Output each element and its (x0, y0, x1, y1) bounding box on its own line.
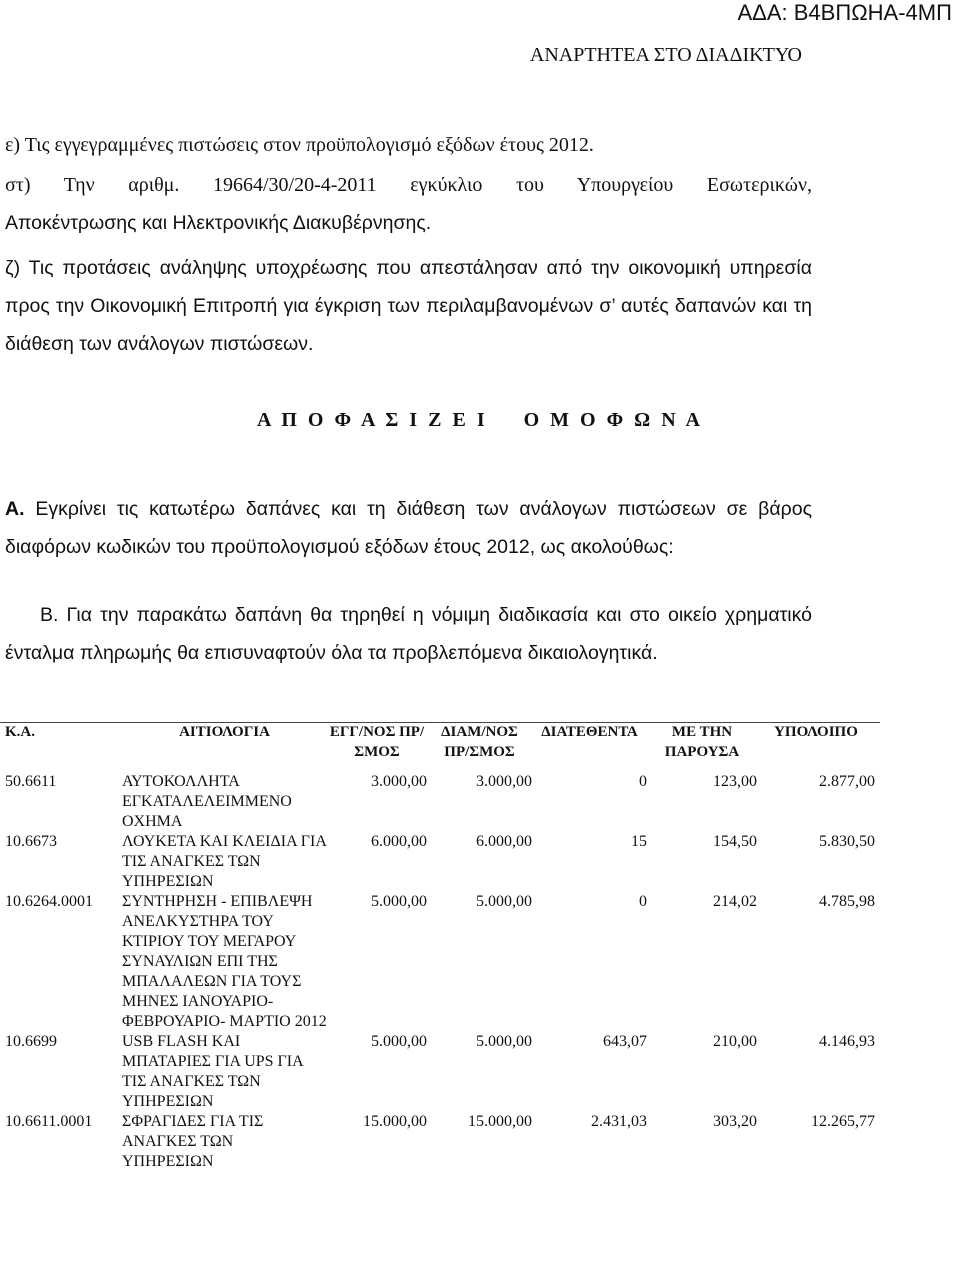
decision-heading (0, 409, 960, 432)
decision-a-label: Α. (5, 498, 25, 520)
row-diateth: 0 (639, 893, 647, 910)
decision-b-body: Β. Για την παρακάτω δαπάνη θα τηρηθεί η νόμιμη διαδικασία και στο οικείο χρηματικό ένταλμα πληρωμής θα επισυναφτούν όλα τα προβλεπόμενα δικαιολογητικά. (5, 604, 812, 664)
col-header-egg: ΕΓΓ/ΝΟΣ ΠΡ/ΣΜΟΣ (329, 724, 425, 760)
decision-a (5, 490, 812, 566)
decision-a-text (5, 490, 812, 566)
row-diam: 6.000,00 (476, 833, 532, 850)
row-desc: ΑΥΤΟΚΟΛΛΗΤΑ ΕΓΚΑΤΑΛΕΛΕΙΜΜΕΝΟ ΟΧΗΜΑ (122, 773, 292, 830)
heading-unanimously: Ο Μ Ο Φ Ω Ν Α (523, 409, 703, 431)
row-ypoloipo: 12.265,77 (811, 1113, 875, 1130)
row-parousa: 210,00 (713, 1033, 757, 1050)
row-egg: 6.000,00 (371, 833, 427, 850)
col-header-diateth: ΔΙΑΤΕΘΕΝΤΑ (541, 724, 638, 740)
row-parousa: 214,02 (713, 893, 757, 910)
decision-b (5, 596, 812, 672)
row-parousa: 303,20 (713, 1113, 757, 1130)
row-desc: ΣΦΡΑΓΙΔΕΣ ΓΙΑ ΤΙΣ ΑΝΑΓΚΕΣ ΤΩΝ ΥΠΗΡΕΣΙΩΝ (122, 1113, 264, 1170)
col-header-ka: Κ.Α. (5, 724, 35, 740)
row-ypoloipo: 4.146,93 (819, 1033, 875, 1050)
row-diateth: 0 (639, 773, 647, 790)
row-ypoloipo: 4.785,98 (819, 893, 875, 910)
row-code: 10.6264.0001 (5, 893, 93, 910)
row-diateth: 643,07 (603, 1033, 647, 1050)
row-desc: USB FLASH ΚΑΙ ΜΠΑΤΑΡΙΕΣ ΓΙΑ UPS ΓΙΑ ΤΙΣ ΑΝΑΓΚΕΣ ΤΩΝ ΥΠΗΡΕΣΙΩΝ (122, 1033, 303, 1110)
row-ypoloipo: 5.830,50 (819, 833, 875, 850)
row-code: 10.6699 (5, 1033, 57, 1050)
row-egg: 3.000,00 (371, 773, 427, 790)
expenses-table (5, 722, 875, 1172)
row-diam: 5.000,00 (476, 1033, 532, 1050)
clause-st-line1: στ) Την αριθμ. 19664/30/20-4-2011 εγκύκλιο του Υπουργείου Εσωτερικών, (5, 174, 812, 196)
row-code: 10.6673 (5, 833, 57, 850)
col-header-ypoloipo: ΥΠΟΛΟΙΠΟ (774, 724, 858, 740)
col-header-aitiologia: ΑΙΤΙΟΛΟΓΙΑ (179, 724, 270, 740)
clause-st-line2: Αποκέντρωσης και Ηλεκτρονικής Διακυβέρνησης. (5, 212, 432, 234)
table-row (5, 832, 875, 892)
heading-decides: Α Π Ο Φ Α Σ Ι Ζ Ε Ι (257, 409, 488, 431)
row-diam: 15.000,00 (468, 1113, 532, 1130)
ada-code: ΑΔΑ: Β4ΒΠΩΗΑ-4ΜΠ (737, 0, 952, 25)
row-parousa: 123,00 (713, 773, 757, 790)
clause-e (5, 126, 812, 164)
row-diateth: 2.431,03 (591, 1113, 647, 1130)
table-row (5, 1112, 875, 1172)
clause-z-text: ζ) Τις προτάσεις ανάληψης υποχρέωσης που απεστάλησαν από την οικονομική υπηρεσία προς την Οικονομική Επιτροπή για έγκριση των περιλαμβανομένων σ’ αυτές δαπανών και τη διάθεση των ανάλογων πιστώσεων. (5, 257, 812, 355)
row-desc: ΛΟΥΚΕΤΑ ΚΑΙ ΚΛΕΙΔΙΑ ΓΙΑ ΤΙΣ ΑΝΑΓΚΕΣ ΤΩΝ ΥΠΗΡΕΣΙΩΝ (122, 833, 326, 890)
table-header-row (5, 722, 875, 768)
row-code: 50.6611 (5, 773, 57, 790)
row-egg: 5.000,00 (371, 893, 427, 910)
clause-z (5, 249, 812, 363)
col-header-diam: ΔΙΑΜ/ΝΟΣ ΠΡ/ΣΜΟΣ (441, 724, 518, 760)
table-row (5, 768, 875, 832)
table-row (5, 892, 875, 1032)
decision-a-body: Εγκρίνει τις κατωτέρω δαπάνες και τη διάθεση των ανάλογων πιστώσεων σε βάρος διαφόρων κωδικών του προϋπολογισμού εξόδων έτους 2012, ως ακολούθως: (5, 498, 812, 558)
row-diam: 3.000,00 (476, 773, 532, 790)
clause-st (5, 166, 812, 242)
table-row (5, 1032, 875, 1112)
row-egg: 15.000,00 (363, 1113, 427, 1130)
row-parousa: 154,50 (713, 833, 757, 850)
row-diateth: 15 (631, 833, 647, 850)
row-desc: ΣΥΝΤΗΡΗΣΗ - ΕΠΙΒΛΕΨΗ ΑΝΕΛΚΥΣΤΗΡΑ ΤΟΥ ΚΤΙΡΙΟΥ ΤΟΥ ΜΕΓΑΡΟΥ ΣΥΝΑΥΛΙΩΝ ΕΠΙ ΤΗΣ ΜΠΑΛΑΛΕΩΝ ΓΙΑ ΤΟΥΣ ΜΗΝΕΣ ΙΑΝΟΥΑΡΙΟ- ΦΕΒΡΟΥΑΡΙΟ- ΜΑΡΤΙΟ 2012 (122, 893, 327, 1030)
row-code: 10.6611.0001 (5, 1113, 93, 1130)
clause-e-text: ε) Τις εγγεγραμμένες πιστώσεις στον προϋπολογισμό εξόδων έτους 2012. (5, 134, 594, 156)
col-header-me-thn: ΜΕ ΤΗΝ ΠΑΡΟΥΣΑ (664, 724, 740, 760)
row-egg: 5.000,00 (371, 1033, 427, 1050)
posted-online-label: ΑΝΑΡΤΗΤΕΑ ΣΤΟ ΔΙΑΔΙΚΤΥΟ (529, 44, 802, 66)
decision-b-text (5, 596, 812, 672)
row-ypoloipo: 2.877,00 (819, 773, 875, 790)
row-diam: 5.000,00 (476, 893, 532, 910)
